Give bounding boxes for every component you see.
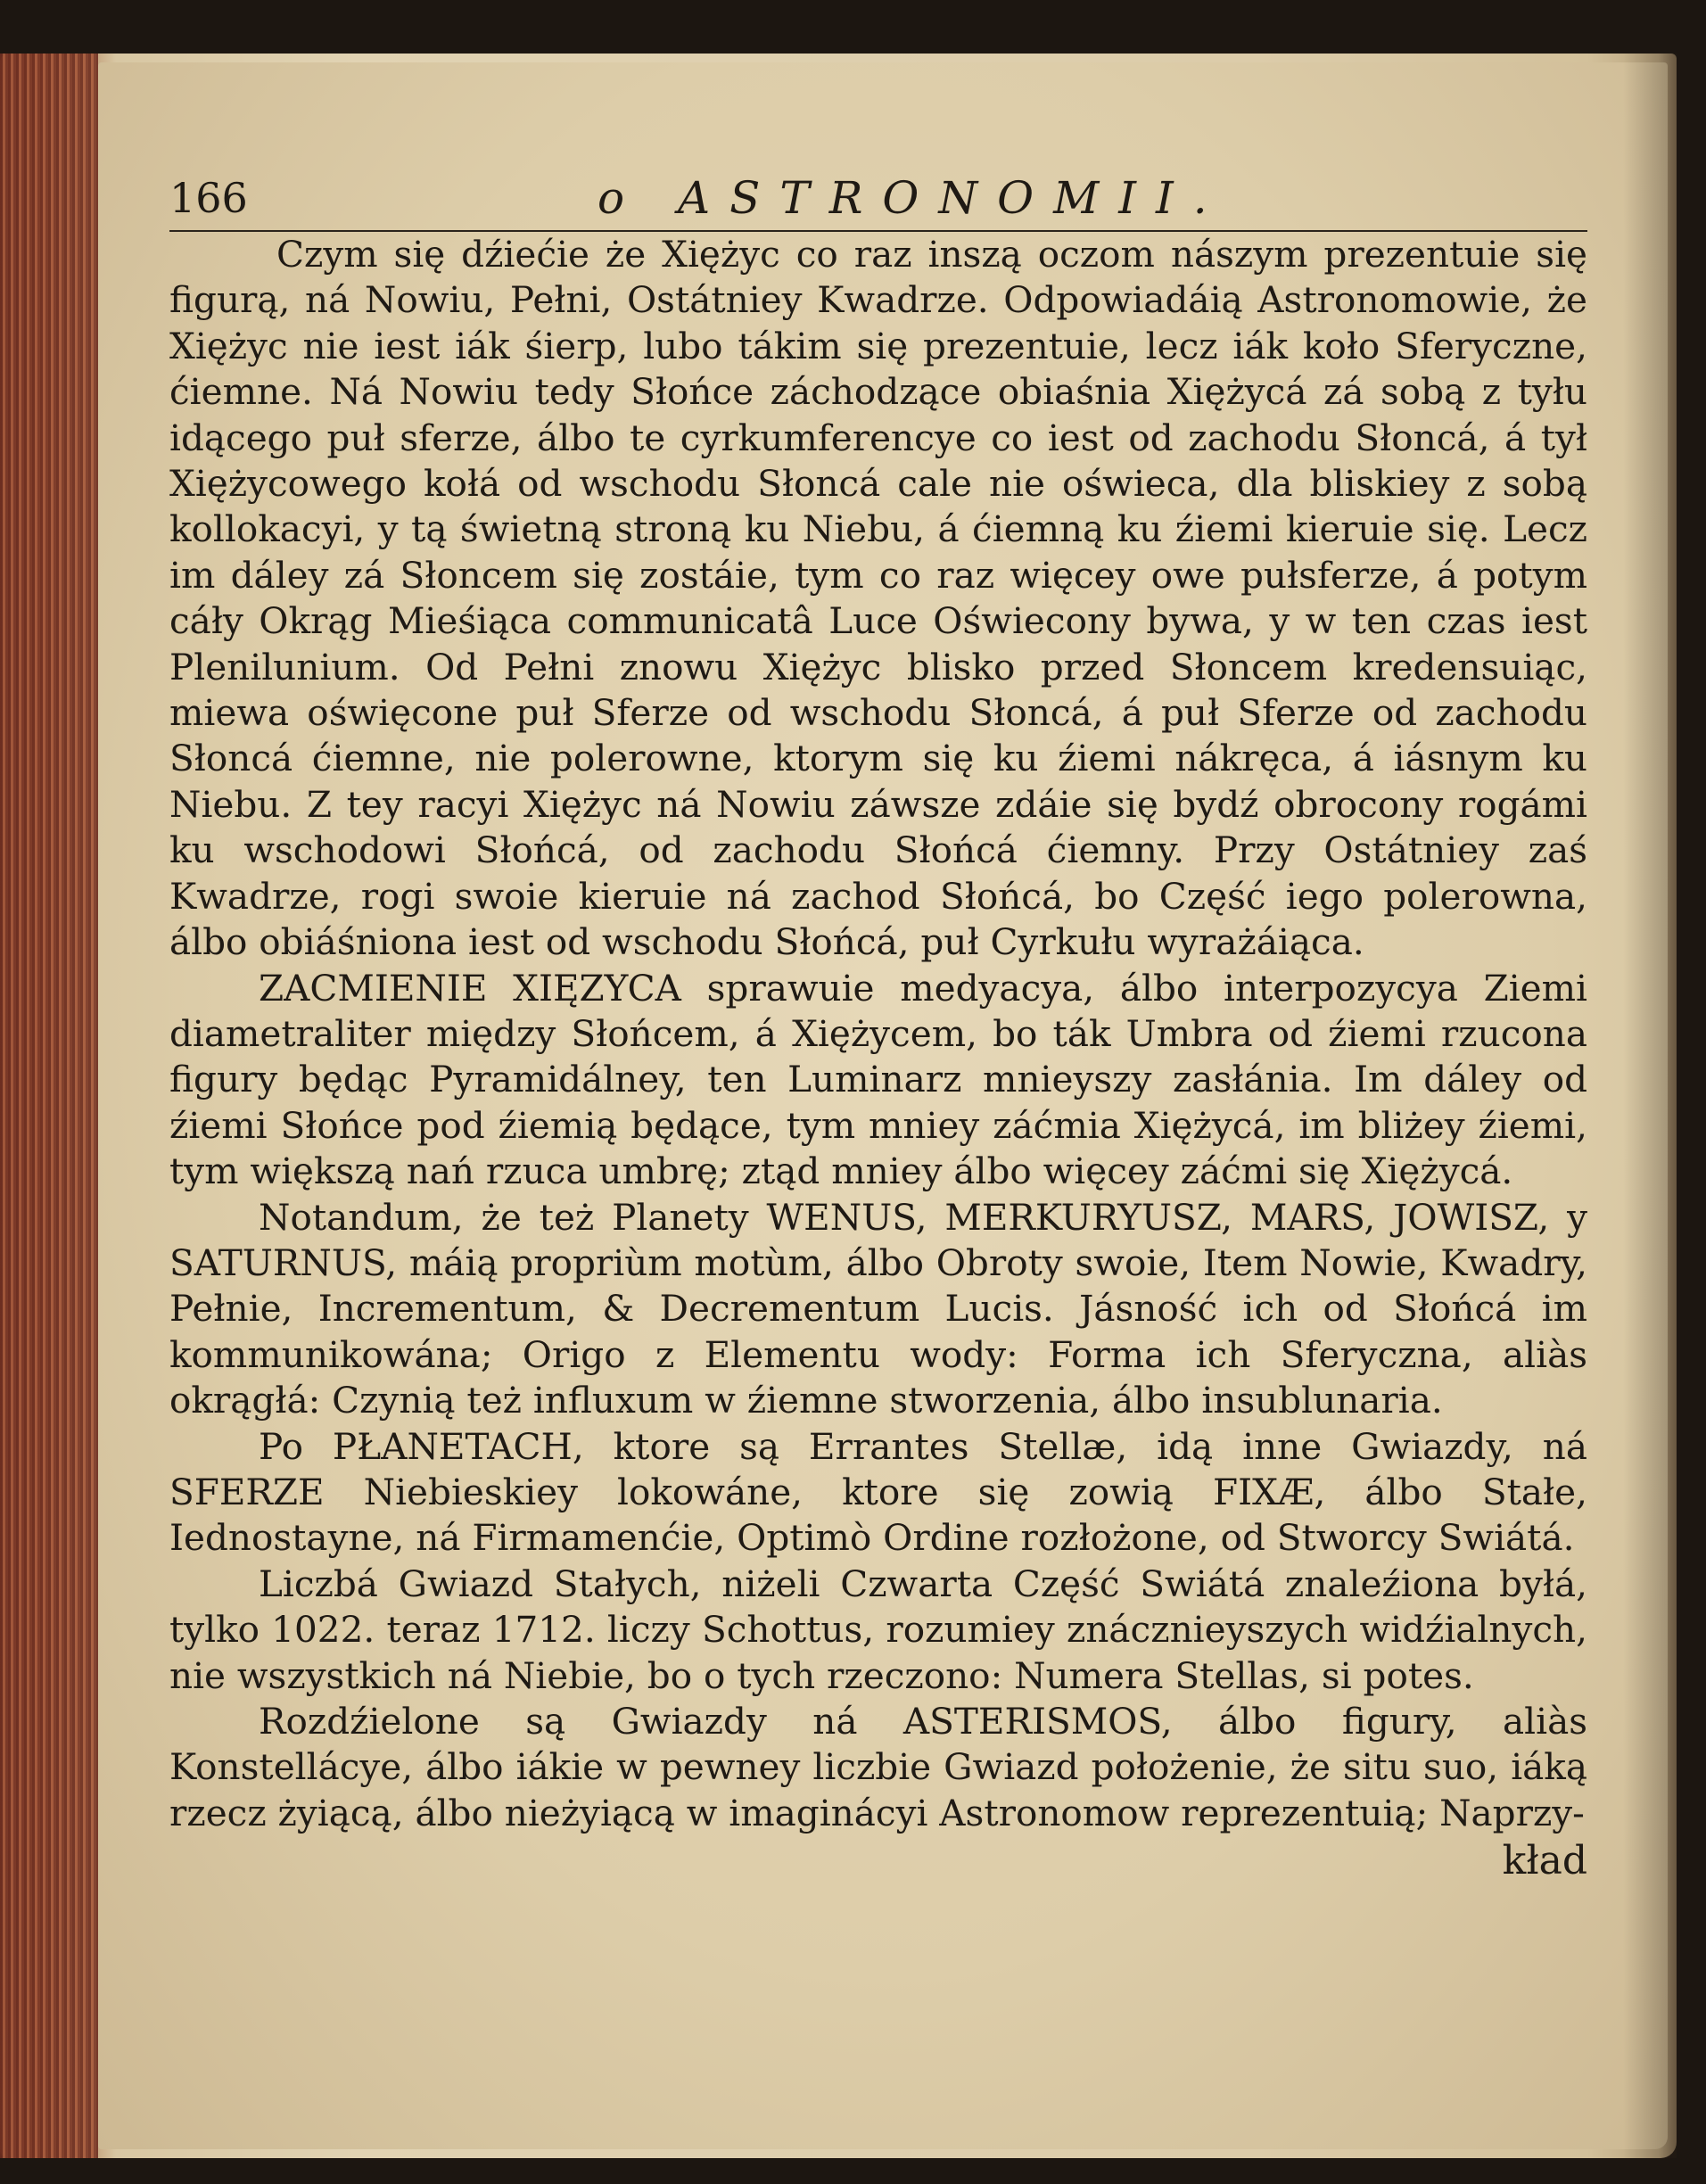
paragraph-lunar-eclipse: ZACMIENIE XIĘZYCA sprawuie medyacya, álbo interpozycya Ziemi diametraliter między Słońcem, á Xiężycem, bo ták Umbra od źiemi rzucona figury będąc Pyramidálney, ten Luminarz mnieyszy zasłánia. Im dáley od źiemi Słońce pod źiemią będące, tym mniey záćmia Xiężycá, im bliżey źiemi, tym większą nań rzuca umbrę; ztąd mniey álbo więcey záćmi się Xiężycá. — [169, 966, 1587, 1193]
page-number: 166 — [169, 174, 248, 222]
page-edges — [0, 54, 98, 2158]
paragraph-fixed-stars: Po PŁANETACH, ktore są Errantes Stellæ, idą inne Gwiazdy, ná SFERZE Niebieskiey lokowáne, ktore się zowią FIXÆ, álbo Stałe, Iednostayne, ná Firmamenćie, Optimò Ordine rozłożone, od Stworcy Swiátá. — [169, 1424, 1587, 1560]
running-head: o ASTRONOMII. — [598, 172, 1227, 224]
page-header — [169, 169, 1587, 232]
paragraph-star-count: Liczbá Gwiazd Stałych, niżeli Czwarta Część Swiátá znaleźiona byłá, tylko 1022. teraz 1712. liczy Schottus, rozumiey znácznieyszych widźialnych, nie wszystkich ná Niebie, bo o tych rzeczono: Numera Stellas, si potes. — [169, 1562, 1587, 1697]
text-area — [169, 169, 1587, 2007]
paragraph-planets: Notandum, że też Planety WENUS, MERKURYUSZ, MARS, JOWISZ, y SATURNUS, máią propriùm motùm, álbo Obroty swoie, Item Nowie, Kwadry, Pełnie, Incrementum, & Decrementum Lucis. Jásność ich od Słońcá im kommunikowána; Origo z Elementu wody: Forma ich Sferyczna, aliàs okrągłá: Czynią też influxum w źiemne stworzenia, álbo insublunaria. — [169, 1195, 1587, 1422]
paragraph-asterisms: Rozdźielone są Gwiazdy ná ASTERISMOS, álbo figury, aliàs Konstellácye, álbo iákie w pewney liczbie Gwiazd położenie, że situ suo, iáką rzecz żyiącą, álbo nieżyiącą w imaginácyi Astronomow reprezentuią; Naprzy- — [169, 1700, 1587, 1834]
catchword: kład — [1502, 1838, 1587, 1884]
paragraph-moon-phases: Czym się dźiećie że Xiężyc co raz inszą oczom nászym prezentuie się figurą, ná Nowiu, Pełni, Ostátniey Kwadrze. Odpowiadáią Astronomowie, że Xiężyc nie iest iák śierp, lubo tákim się prezentuie, lecz iák koło Sferyczne, ćiemne. Ná Nowiu tedy Słońce záchodzące obiaśnia Xiężycá zá sobą z tyłu idącego puł sferze, álbo te cyrkumferencye co iest od zachodu Słoncá, á tył Xiężycowego kołá od wschodu Słoncá cale nie oświeca, dla bliskiey z sobą kollokacyi, y tą świetną stroną ku Niebu, á ćiemną ku źiemi kieruie się. Lecz im dáley zá Słoncem się zostáie, tym co raz więcey owe pułsferze, á potym cáły Okrąg Mieśiąca communicatâ Luce Oświecony bywa, y w ten czas iest Plenilunium. Od Pełni znowu Xiężyc blisko przed Słoncem kredensuiąc, miewa oświęcone puł Sferze od wschodu Słoncá, á puł Sferze od zachodu Słoncá ćiemne, nie polerowne, ktorym się ku źiemi nákręca, á iásnym ku Niebu. Z tey racyi Xiężyc ná Nowiu záwsze zdáie się bydź obrocony rogámi ku wschodowi Słońcá, od zachodu Słońcá ćiemny. Przy Ostátniey zaś Kwadrze, rogi swoie kieruie ná zachod Słońcá, bo Część iego polerowna, álbo obiáśniona iest od wschodu Słońcá, puł Cyrkułu wyrażáiąca. — [169, 233, 1587, 964]
page-shadow — [1623, 54, 1677, 2158]
body-text — [169, 232, 1587, 1884]
